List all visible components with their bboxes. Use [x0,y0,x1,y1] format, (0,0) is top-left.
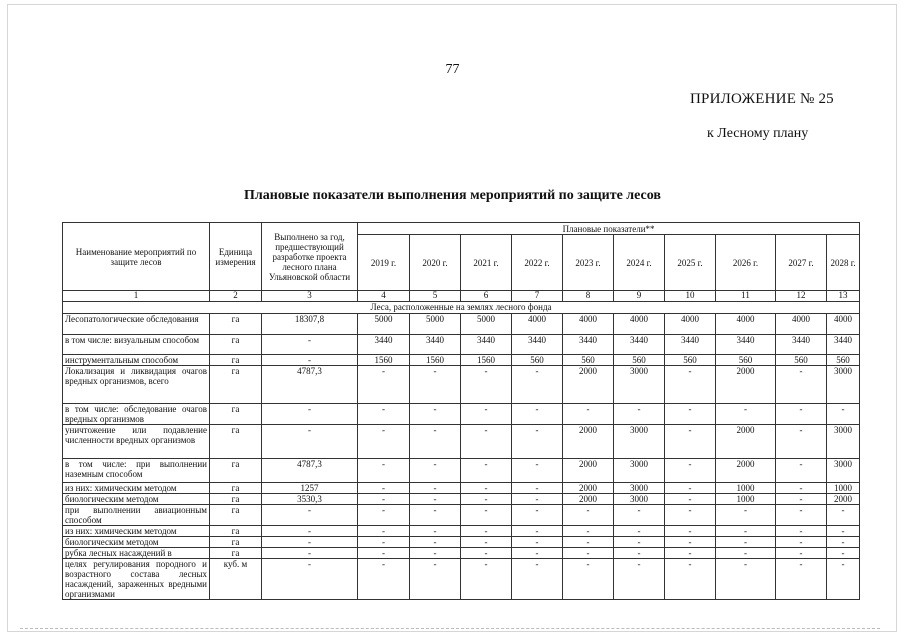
row-value: 560 [512,355,563,366]
forest-protection-table [62,222,860,600]
row-value: 4000 [776,314,827,335]
column-number: 5 [410,291,461,302]
row-value: - [665,537,716,548]
row-value: - [358,425,410,459]
row-value: 560 [665,355,716,366]
row-value: - [776,483,827,494]
row-unit: га [210,494,262,505]
row-value: 3440 [716,335,776,355]
row-value: 3000 [614,494,665,505]
row-value: 560 [614,355,665,366]
table-row [63,314,860,335]
row-value: - [358,494,410,505]
row-value: 3000 [614,425,665,459]
row-name: Локализация и ликвидация очагов вредных организмов, всего [63,366,210,404]
row-value: - [776,366,827,404]
row-value: 3440 [410,335,461,355]
row-value: - [665,559,716,600]
row-value: 2000 [563,425,614,459]
row-value: - [827,548,860,559]
row-value: 3000 [827,459,860,483]
row-done: - [262,335,358,355]
row-done: 3530,3 [262,494,358,505]
column-number: 12 [776,291,827,302]
row-value: 3000 [827,425,860,459]
bottom-divider [20,628,880,629]
row-value: - [614,548,665,559]
header-name: Наименование мероприятий по защите лесов [63,223,210,291]
row-value: 560 [776,355,827,366]
table-row [63,483,860,494]
row-value: 2000 [563,494,614,505]
row-value: - [665,548,716,559]
row-value: - [776,425,827,459]
row-value: 3000 [827,366,860,404]
row-value: - [512,526,563,537]
row-value: - [563,526,614,537]
column-number: 8 [563,291,614,302]
row-value: - [358,366,410,404]
row-value: 3440 [827,335,860,355]
appendix-label: ПРИЛОЖЕНИЕ № 25 [690,91,834,107]
column-number: 2 [210,291,262,302]
row-value: - [512,366,563,404]
row-name: из них: химическим методом [63,483,210,494]
row-value: - [614,505,665,526]
table-row [63,366,860,404]
row-value: 560 [563,355,614,366]
row-value: - [614,526,665,537]
table-row [63,404,860,425]
column-number: 9 [614,291,665,302]
table-row [63,559,860,600]
header-done: Выполнено за год, предшествующий разработке проекта лесного плана Ульяновской области [262,223,358,291]
row-value: - [827,559,860,600]
table-row [63,537,860,548]
row-value: 560 [827,355,860,366]
row-value: - [827,404,860,425]
row-value: - [716,548,776,559]
appendix-subtitle: к Лесному плану [707,126,809,141]
header-year: 2023 г. [563,235,614,291]
column-number: 3 [262,291,358,302]
row-value: 2000 [563,483,614,494]
row-value: - [827,505,860,526]
column-number: 11 [716,291,776,302]
row-value: - [614,404,665,425]
row-value: - [461,548,512,559]
row-value: 2000 [716,459,776,483]
page-number: 77 [445,62,460,77]
row-done: - [262,526,358,537]
row-value: - [358,548,410,559]
row-done: - [262,425,358,459]
row-value: 3440 [563,335,614,355]
table-row [63,335,860,355]
row-value: - [410,548,461,559]
row-value: 3440 [665,335,716,355]
header-year: 2022 г. [512,235,563,291]
row-name: в том числе: при выполнении наземным способом [63,459,210,483]
row-value: - [461,366,512,404]
row-value: - [776,548,827,559]
row-done: - [262,355,358,366]
row-unit: куб. м [210,559,262,600]
header-year: 2021 г. [461,235,512,291]
row-value: 4000 [512,314,563,335]
row-value: - [827,537,860,548]
row-value: - [776,559,827,600]
table-row [63,526,860,537]
row-value: 4000 [827,314,860,335]
table-row [63,505,860,526]
row-value: - [716,559,776,600]
row-name: уничтожение или подавление численности вредных организмов [63,425,210,459]
table-row [63,494,860,505]
row-value: - [512,459,563,483]
row-unit: га [210,505,262,526]
row-unit: га [210,335,262,355]
row-value: - [410,494,461,505]
row-name: из них: химическим методом [63,526,210,537]
row-done: 18307,8 [262,314,358,335]
row-value: - [358,459,410,483]
row-value: 560 [716,355,776,366]
row-name: биологическим методом [63,494,210,505]
row-value: 3000 [614,459,665,483]
table-row [63,355,860,366]
row-value: - [461,404,512,425]
row-unit: га [210,526,262,537]
row-value: - [665,494,716,505]
row-value: - [410,459,461,483]
row-value: - [716,537,776,548]
row-value: - [461,537,512,548]
row-unit: га [210,404,262,425]
row-value: - [358,404,410,425]
column-number: 4 [358,291,410,302]
row-value: 3440 [614,335,665,355]
row-value: - [512,494,563,505]
row-value: - [563,559,614,600]
row-unit: га [210,425,262,459]
header-year: 2026 г. [716,235,776,291]
row-value: - [512,404,563,425]
row-value: - [776,537,827,548]
header-year: 2028 г. [827,235,860,291]
row-value: - [563,537,614,548]
row-unit: га [210,537,262,548]
header-unit: Единица измерения [210,223,262,291]
table-row [63,425,860,459]
row-value: 5000 [461,314,512,335]
row-value: - [461,459,512,483]
row-value: - [665,483,716,494]
row-value: - [512,505,563,526]
row-unit: га [210,314,262,335]
column-number: 1 [63,291,210,302]
row-value: - [614,559,665,600]
row-value: 1000 [716,483,776,494]
row-value: - [665,425,716,459]
column-number: 13 [827,291,860,302]
row-value: - [827,526,860,537]
row-value: 1560 [410,355,461,366]
column-number: 10 [665,291,716,302]
row-value: - [410,425,461,459]
row-value: - [358,526,410,537]
row-value: - [716,505,776,526]
row-value: 3440 [461,335,512,355]
row-value: 3440 [512,335,563,355]
row-unit: га [210,483,262,494]
row-unit: га [210,459,262,483]
row-value: - [776,459,827,483]
row-value: - [461,505,512,526]
row-value: 1000 [716,494,776,505]
row-value: - [665,526,716,537]
row-name: в том числе: визуальным способом [63,335,210,355]
row-value: 2000 [563,459,614,483]
row-value: 2000 [716,425,776,459]
row-done: - [262,404,358,425]
section-title: Леса, расположенные на землях лесного фонда [63,302,860,314]
row-value: 2000 [563,366,614,404]
document-title: Плановые показатели выполнения мероприятий по защите лесов [244,188,661,203]
row-value: 3440 [776,335,827,355]
row-value: - [563,548,614,559]
row-done: - [262,559,358,600]
row-value: 4000 [614,314,665,335]
row-value: - [410,526,461,537]
row-name: Лесопатологические обследования [63,314,210,335]
row-value: - [461,494,512,505]
row-name: при выполнении авиационным способом [63,505,210,526]
row-value: 4000 [665,314,716,335]
row-done: - [262,548,358,559]
row-value: - [776,526,827,537]
row-done: - [262,537,358,548]
row-value: 4000 [563,314,614,335]
row-value: 2000 [716,366,776,404]
row-value: - [563,505,614,526]
row-value: 5000 [410,314,461,335]
row-value: - [461,483,512,494]
row-value: - [665,404,716,425]
header-year: 2025 г. [665,235,716,291]
row-name: целях регулирования породного и возрастного состава лесных насаждений, зараженных вредными организмами [63,559,210,600]
row-value: 3440 [358,335,410,355]
row-value: - [665,505,716,526]
row-value: - [358,559,410,600]
row-value: - [512,548,563,559]
row-unit: га [210,355,262,366]
row-value: - [410,366,461,404]
row-value: 2000 [827,494,860,505]
row-value: 1560 [358,355,410,366]
row-value: - [614,537,665,548]
row-done: 1257 [262,483,358,494]
row-value: - [410,404,461,425]
row-name: инструментальным способом [63,355,210,366]
row-value: - [512,425,563,459]
table-row [63,459,860,483]
column-number: 6 [461,291,512,302]
row-value: - [410,505,461,526]
row-value: - [563,404,614,425]
header-planned: Плановые показатели** [358,223,860,235]
row-name: биологическим методом [63,537,210,548]
row-value: - [410,559,461,600]
row-value: - [461,559,512,600]
row-value: - [461,425,512,459]
row-unit: га [210,366,262,404]
row-value: - [776,505,827,526]
row-value: - [512,483,563,494]
header-year: 2019 г. [358,235,410,291]
row-value: - [665,366,716,404]
row-value: 4000 [716,314,776,335]
row-value: - [512,537,563,548]
row-value: 1000 [827,483,860,494]
row-value: - [410,537,461,548]
row-value: - [665,459,716,483]
row-value: - [358,505,410,526]
column-numbers-row [63,291,860,302]
header-year: 2027 г. [776,235,827,291]
header-year: 2024 г. [614,235,665,291]
column-number: 7 [512,291,563,302]
row-done: - [262,505,358,526]
row-value: 3000 [614,366,665,404]
row-name: в том числе: обследование очагов вредных организмов [63,404,210,425]
row-value: - [716,526,776,537]
row-value: - [716,404,776,425]
table-row [63,548,860,559]
row-done: 4787,3 [262,366,358,404]
row-unit: га [210,548,262,559]
row-name: рубка лесных насаждений в [63,548,210,559]
row-value: - [358,537,410,548]
header-year: 2020 г. [410,235,461,291]
row-value: - [410,483,461,494]
row-value: - [358,483,410,494]
row-value: 5000 [358,314,410,335]
row-value: - [776,494,827,505]
row-value: - [776,404,827,425]
row-value: 3000 [614,483,665,494]
row-done: 4787,3 [262,459,358,483]
row-value: - [461,526,512,537]
row-value: - [512,559,563,600]
row-value: 1560 [461,355,512,366]
